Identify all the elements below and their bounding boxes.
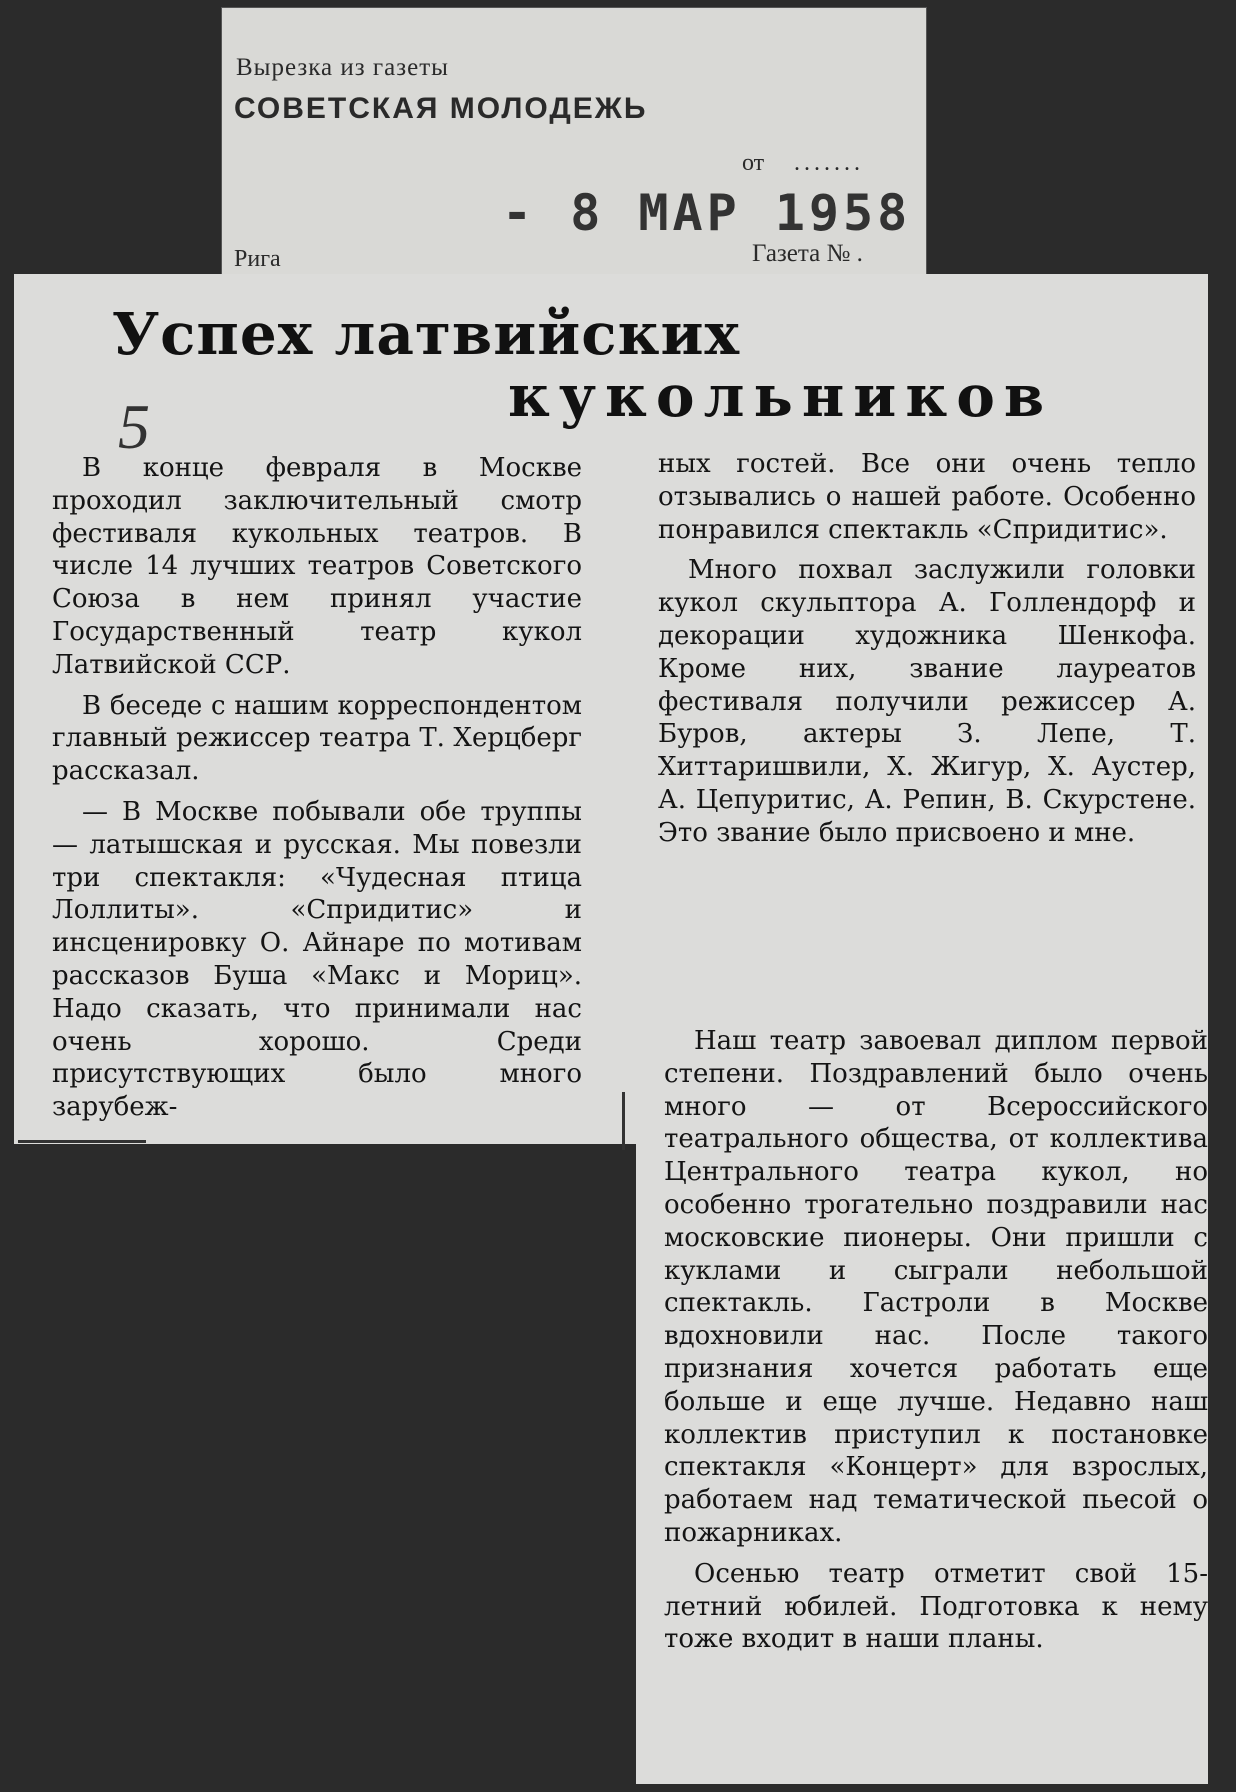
slip-source-label: Вырезка из газеты (236, 54, 449, 81)
article-column-2 (658, 448, 1196, 858)
article-column-2-continued (664, 1025, 1208, 1664)
paragraph: Много похвал заслужили головки кукол скульптора А. Голлендорф и декорации художника Шенкофа. Кроме них, звание лауреатов фестиваля получили режиссер А. Буров, актеры З. Лепе, Т. Хиттаришвили, Х. Жигур, Х. Аустер, А. Цепуритис, А. Репин, В. Скурстене. Это звание было присвоено и мне. (658, 555, 1196, 848)
paragraph: ных гостей. Все они очень тепло отзывались о нашей работе. Особенно понравился спектакль «Спридитис». (658, 449, 1196, 545)
pencil-mark: 5 (118, 391, 150, 462)
paragraph: — В Москве побывали обе труппы — латышская и русская. Мы повезли три спектакля: «Чудесная птица Лоллиты». «Спридитис» и инсценировку О. Айнаре по мотивам рассказов Буша «Макс и Мориц». Надо сказать, что принимали нас очень хорошо. Среди присутствующих было много зарубеж- (52, 796, 582, 1123)
clipping-label-slip (222, 8, 926, 274)
headline-line-2: кукольников (508, 362, 1054, 430)
column-end-rule (18, 1140, 146, 1143)
paragraph: В беседе с нашим корреспондентом главный режиссер театра Т. Херцберг рассказал. (52, 690, 582, 787)
slip-city: Рига (234, 246, 281, 272)
article-column-1 (52, 452, 582, 1132)
slip-date-label: от (742, 150, 765, 176)
column-divider (622, 1092, 625, 1150)
slip-date-dots: ....... (794, 150, 864, 176)
slip-issue-number: Газета № . (752, 240, 863, 267)
paragraph: В конце февраля в Москве проходил заключительный смотр фестиваля кукольных театров. В числе 14 лучших театров Советского Союза в нем принял участие Государственный театр кукол Латвийской ССР. (52, 453, 582, 680)
slip-newspaper-name: СОВЕТСКАЯ МОЛОДЕЖЬ (234, 92, 648, 125)
headline-line-1: Успех латвийских (112, 300, 741, 368)
paragraph: Осенью театр отметит свой 15-летний юбилей. Подготовка к нему тоже входит в наши планы. (664, 1558, 1208, 1655)
paragraph: Наш театр завоевал диплом первой степени. Поздравлений было очень много — от Всероссийского театрального общества, от коллектива Центрального театра кукол, но особенно трогательно поздравили нас московские пионеры. Они пришли с куклами и сыграли небольшой спектакль. Гастроли в Москве вдохновили нас. После такого признания хочется работать еще больше и еще лучше. Недавно наш коллектив приступил к постановке спектакля «Концерт» для взрослых, работаем над тематической пьесой о пожарниках. (664, 1026, 1208, 1548)
date-stamp: - 8 МАР 1958 (502, 184, 912, 242)
